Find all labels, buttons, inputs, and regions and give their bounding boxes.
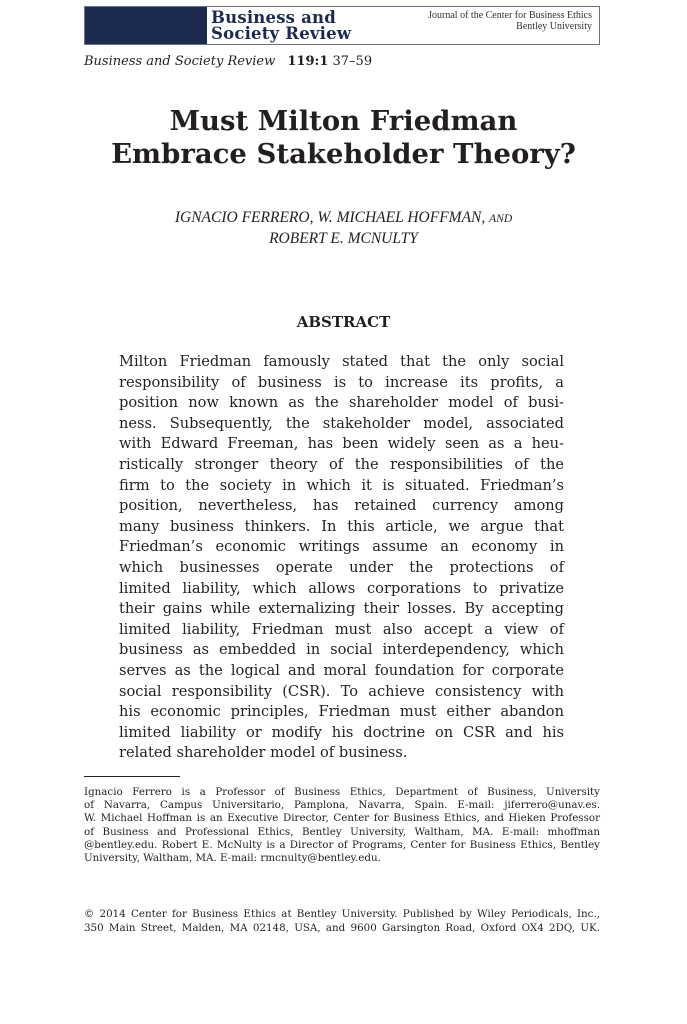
abstract-line: limited liability or modify his doctrine on CSR and his [119, 723, 564, 741]
footnote-line: University, Waltham, MA. E-mail: rmcnulty@bentley.edu. [84, 852, 381, 865]
authors-and: AND [489, 213, 513, 225]
author-affiliations-footnote [84, 786, 600, 865]
journal-subtitle [428, 7, 599, 44]
copyright-notice [84, 907, 600, 935]
footnote-line: of Business and Professional Ethics, Bentley University, Waltham, MA. E-mail: mhoffman [84, 825, 600, 838]
abstract-line: related shareholder model of business. [119, 744, 408, 762]
journal-subtitle-line1: Journal of the Center for Business Ethics [428, 10, 592, 21]
footnote-line: @bentley.edu. Robert E. McNulty is a Director of Programs, Center for Business Ethics, Bentley [84, 838, 600, 851]
footnote-line: Ignacio Ferrero is a Professor of Business Ethics, Department of Business, University [84, 786, 600, 798]
author-list [0, 208, 687, 249]
abstract-line: ristically stronger theory of the responsibilities of the [119, 455, 564, 473]
copyright-line: © 2014 Center for Business Ethics at Bentley University. Published by Wiley Periodicals, Inc., [84, 908, 600, 920]
abstract-line: their gains while externalizing their losses. By accepting [119, 600, 564, 618]
abstract-line: Friedman’s economic writings assume an economy in [119, 538, 564, 556]
abstract-body [119, 352, 564, 764]
abstract-line: position, nevertheless, has retained currency among [119, 497, 564, 515]
citation-line [84, 54, 372, 69]
footnote-divider [84, 776, 180, 777]
article-title [0, 105, 687, 171]
abstract-line: limited liability, Friedman must also accept a view of [119, 620, 564, 638]
abstract-line: Milton Friedman famously stated that the only social [119, 353, 564, 370]
authors-line2: ROBERT E. MCNULTY [269, 230, 418, 247]
article-title-line2: Embrace Stakeholder Theory? [111, 138, 576, 170]
abstract-line: ness. Subsequently, the stakeholder model, associated [119, 414, 564, 432]
abstract-line: many business thinkers. In this article, we argue that [119, 517, 564, 535]
abstract-line: with Edward Freeman, has been widely seen as a heu- [119, 435, 564, 453]
footnote-line: of Navarra, Campus Universitario, Pamplona, Navarra, Spain. E-mail: jiferrero@unav.es. [84, 799, 600, 812]
abstract-line: social responsibility (CSR). To achieve consistency with [119, 682, 564, 700]
citation-journal: Business and Society Review [84, 54, 276, 69]
abstract-line: limited liability, which allows corporations to privatize [119, 579, 564, 597]
banner-color-block [85, 7, 207, 44]
citation-pages: 37–59 [332, 54, 373, 69]
journal-subtitle-line2: Bentley University [516, 21, 592, 32]
authors-names-1: IGNACIO FERRERO, W. MICHAEL HOFFMAN, [174, 209, 486, 226]
journal-title-line1: Business and [211, 8, 336, 27]
article-title-line1: Must Milton Friedman [169, 105, 518, 137]
abstract-line: responsibility of business is to increase its profits, a [119, 373, 564, 391]
authors-line1 [0, 208, 687, 229]
abstract-line: firm to the society in which it is situated. Friedman’s [119, 476, 564, 494]
abstract-line: business as embedded in social interdependency, which [119, 641, 564, 659]
abstract-line: his economic principles, Friedman must either abandon [119, 703, 564, 721]
copyright-line: 350 Main Street, Malden, MA 02148, USA, and 9600 Garsington Road, Oxford OX4 2DQ, UK. [84, 922, 600, 934]
citation-volume-issue: 119:1 [287, 54, 329, 69]
abstract-line: position now known as the shareholder model of busi- [119, 394, 564, 412]
abstract-heading: ABSTRACT [296, 313, 391, 331]
abstract-line: which businesses operate under the protections of [119, 558, 564, 576]
journal-banner [84, 6, 600, 45]
abstract-line: serves as the logical and moral foundation for corporate [119, 661, 564, 679]
journal-title-line2: Society Review [211, 24, 352, 43]
journal-logo-title [211, 7, 351, 44]
footnote-line: W. Michael Hoffman is an Executive Director, Center for Business Ethics, and Hieken Professor [84, 812, 600, 825]
